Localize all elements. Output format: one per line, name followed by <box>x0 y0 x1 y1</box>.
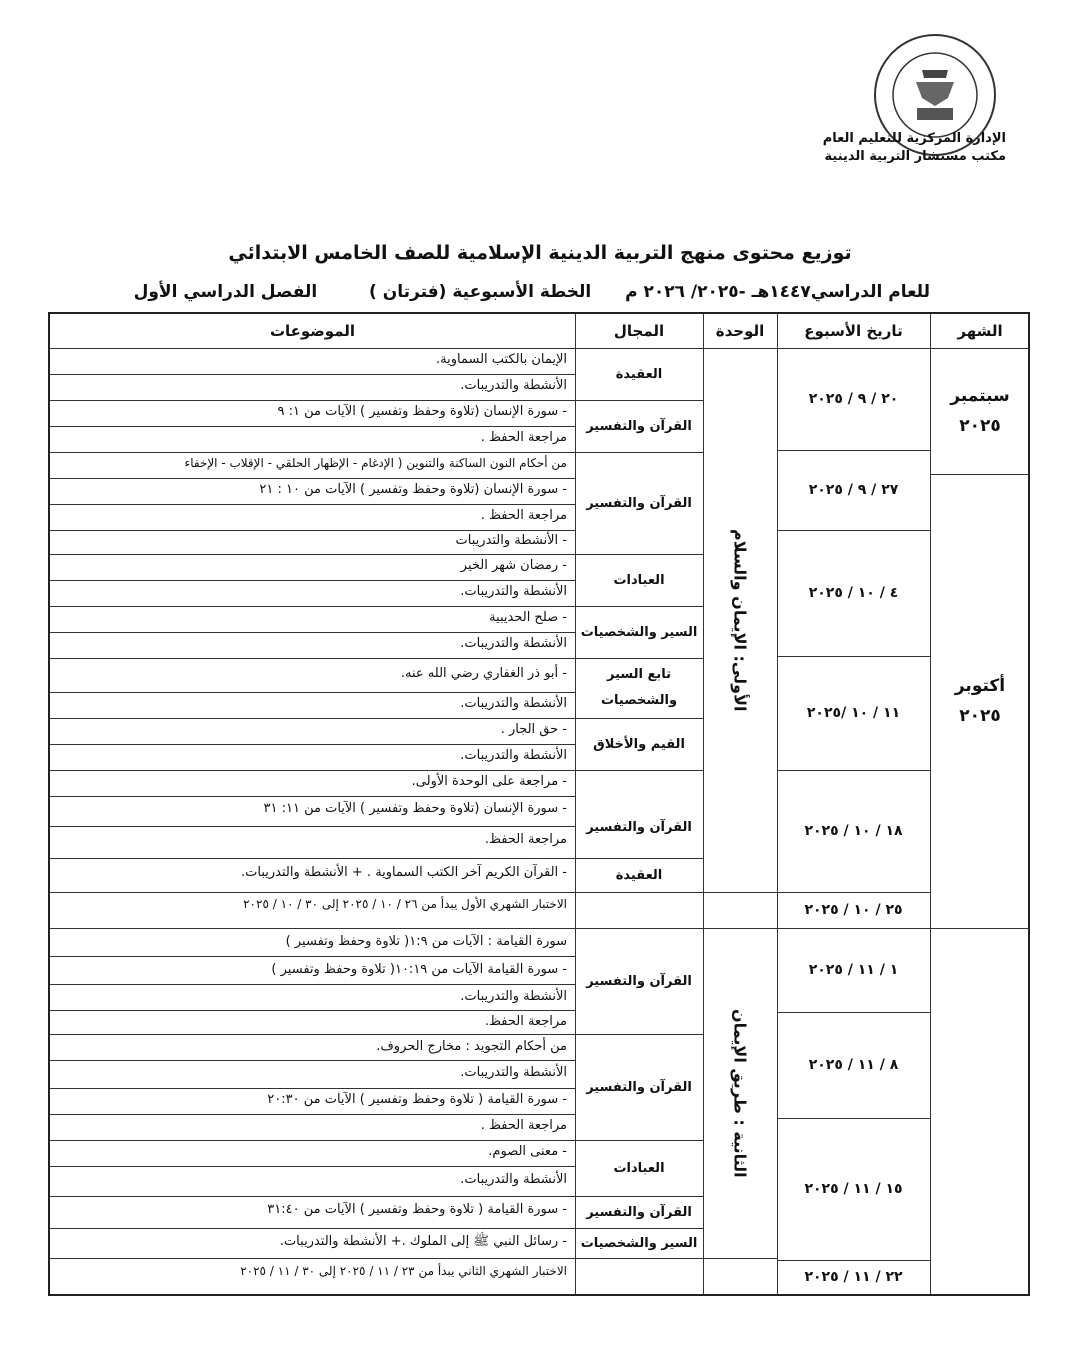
field-ibadat-1: العبادات <box>613 572 665 588</box>
document-subtitle <box>134 282 930 302</box>
topic-2: الأنشطة والتدريبات. <box>460 378 567 393</box>
week-6: ٢٥ / ١٠ / ٢٠٢٥ <box>804 902 903 918</box>
week-3: ٤ / ١٠ / ٢٠٢٥ <box>808 585 899 601</box>
topics-column <box>50 314 575 1294</box>
week-2: ٢٧ / ٩ / ٢٠٢٥ <box>808 482 899 498</box>
topic-4: مراجعة الحفظ . <box>480 430 567 445</box>
topic-19: مراجعة الحفظ. <box>484 832 567 847</box>
topic-27: الأنشطة والتدريبات. <box>460 1065 567 1080</box>
topic-8: - الأنشطة والتدريبات <box>455 533 567 548</box>
week-10: ٢٢ / ١١ / ٢٠٢٥ <box>804 1269 903 1285</box>
month-september-name: سبتمبر <box>950 386 1010 406</box>
unit-1 <box>703 348 777 892</box>
topic-17: - مراجعة على الوحدة الأولى. <box>411 774 567 789</box>
field-seerah-cont-line2: والشخصيات <box>600 693 678 708</box>
field-quran-2: القرآن والتفسير <box>586 495 692 511</box>
field-seerah-cont <box>575 658 703 718</box>
topic-5: من أحكام النون الساكنة والتنوين ( الإدغام - الإظهار الحلقي - الإقلاب - الإخفاء <box>184 456 567 470</box>
field-values: القيم والأخلاق <box>593 736 685 752</box>
field-quran-1: القرآن والتفسير <box>586 418 692 434</box>
header-month: الشهر <box>957 322 1003 340</box>
topic-18: - سورة الإنسان (تلاوة وحفظ وتفسير ) الآيات من ١١: ٣١ <box>263 801 567 816</box>
topic-1: الإيمان بالكتب السماوية. <box>436 352 567 367</box>
topic-6: - سورة الإنسان (تلاوة وحفظ وتفسير ) الآيات من ١٠ : ٢١ <box>259 482 567 497</box>
term-label: الفصل الدراسي الأول <box>133 282 318 302</box>
topic-20: - القرآن الكريم آخر الكتب السماوية . + الأنشطة والتدريبات. <box>241 865 567 880</box>
topic-22: سورة القيامة : الآيات من ١:٩( تلاوة وحفظ وتفسير ) <box>285 934 567 949</box>
topic-28: - سورة القيامة ( تلاوة وحفظ وتفسير ) الآيات من ٢٠:٣٠ <box>267 1092 567 1107</box>
topic-24: الأنشطة والتدريبات. <box>460 989 567 1004</box>
month-october <box>930 474 1030 928</box>
header-unit: الوحدة <box>715 322 765 340</box>
field-quran-3: القرآن والتفسير <box>586 819 692 835</box>
topic-11: - صلح الحديبية <box>489 610 567 625</box>
month-september <box>930 348 1030 474</box>
field-aqeeda-2: العقيدة <box>615 867 663 883</box>
week-9: ١٥ / ١١ / ٢٠٢٥ <box>804 1181 903 1197</box>
unit-2-label: الثانية : طريق الإيمان <box>730 1008 750 1178</box>
month-september-year: ٢٠٢٥ <box>959 416 1001 436</box>
org-line1: الإدارة المركزية للتعليم العام <box>822 131 1006 146</box>
topic-10: الأنشطة والتدريبات. <box>460 584 567 599</box>
academic-year: للعام الدراسي١٤٤٧هـ -٢٠٢٥/ ٢٠٢٦ م <box>625 282 930 302</box>
topic-30: - معنى الصوم. <box>488 1144 567 1159</box>
month-october-name: أكتوبر <box>954 676 1006 696</box>
plan-type: الخطة الأسبوعية (فترتان ) <box>369 282 592 302</box>
curriculum-table <box>48 312 1030 1296</box>
week-5: ١٨ / ١٠ / ٢٠٢٥ <box>804 823 903 839</box>
topic-9: - رمضان شهر الخير <box>460 558 567 573</box>
org-line2: مكتب مستشار التربية الدينية <box>824 149 1006 164</box>
org-block <box>823 130 1006 166</box>
topic-25: مراجعة الحفظ. <box>484 1014 567 1029</box>
topic-29: مراجعة الحفظ . <box>480 1118 567 1133</box>
unit-1-label: الأولى: الإيمان والسلام <box>730 528 750 712</box>
week-4: ١١ / ١٠ /٢٠٢٥ <box>806 705 901 721</box>
field-quran-4: القرآن والتفسير <box>586 973 692 989</box>
field-quran-6: القرآن والتفسير <box>586 1204 692 1220</box>
topic-26: من أحكام التجويد : مخارج الحروف. <box>376 1039 567 1054</box>
field-aqeeda-1: العقيدة <box>615 366 663 382</box>
topic-3: - سورة الإنسان (تلاوة وحفظ وتفسير ) الآيات من ١: ٩ <box>277 404 567 419</box>
topic-31: الأنشطة والتدريبات. <box>460 1172 567 1187</box>
field-ibadat-2: العبادات <box>613 1160 665 1176</box>
topic-12: الأنشطة والتدريبات. <box>460 636 567 651</box>
week-7: ١ / ١١ / ٢٠٢٥ <box>808 962 899 978</box>
field-quran-5: القرآن والتفسير <box>586 1079 692 1095</box>
week-8: ٨ / ١١ / ٢٠٢٥ <box>808 1057 899 1073</box>
topic-33: - رسائل النبي ﷺ إلى الملوك .+ الأنشطة والتدريبات. <box>279 1234 567 1249</box>
topic-14: الأنشطة والتدريبات. <box>460 696 567 711</box>
header-field: المجال <box>613 322 665 340</box>
topic-32: - سورة القيامة ( تلاوة وحفظ وتفسير ) الآيات من ٣١:٤٠ <box>267 1202 567 1217</box>
header-topics: الموضوعات <box>269 322 356 340</box>
document-title: توزيع محتوى منهج التربية الدينية الإسلامية للصف الخامس الابتدائي <box>228 242 852 264</box>
topic-23: - سورة القيامة الآيات من ١٠:١٩( تلاوة وحفظ وتفسير ) <box>271 962 567 977</box>
topic-21: الاختبار الشهري الأول يبدأ من ٢٦ / ١٠ / ٢٠٢٥ إلى ٣٠ / ١٠ / ٢٠٢٥ <box>243 897 567 911</box>
topic-34: الاختبار الشهري الثاني يبدأ من ٢٣ / ١١ / ٢٠٢٥ إلى ٣٠ / ١١ / ٢٠٢٥ <box>240 1264 567 1278</box>
week-1: ٢٠ / ٩ / ٢٠٢٥ <box>808 391 899 407</box>
topic-13: - أبو ذر الغفاري رضي الله عنه. <box>400 666 567 681</box>
topic-15: - حق الجار . <box>500 722 567 737</box>
field-seerah-cont-line1: تابع السير <box>607 667 672 682</box>
field-seerah-2: السير والشخصيات <box>580 1235 698 1251</box>
month-october-year: ٢٠٢٥ <box>959 706 1001 726</box>
topic-7: مراجعة الحفظ . <box>480 508 567 523</box>
header-week: تاريخ الأسبوع <box>804 322 903 340</box>
topic-16: الأنشطة والتدريبات. <box>460 748 567 763</box>
field-seerah-1: السير والشخصيات <box>580 624 698 640</box>
unit-2 <box>703 928 777 1258</box>
